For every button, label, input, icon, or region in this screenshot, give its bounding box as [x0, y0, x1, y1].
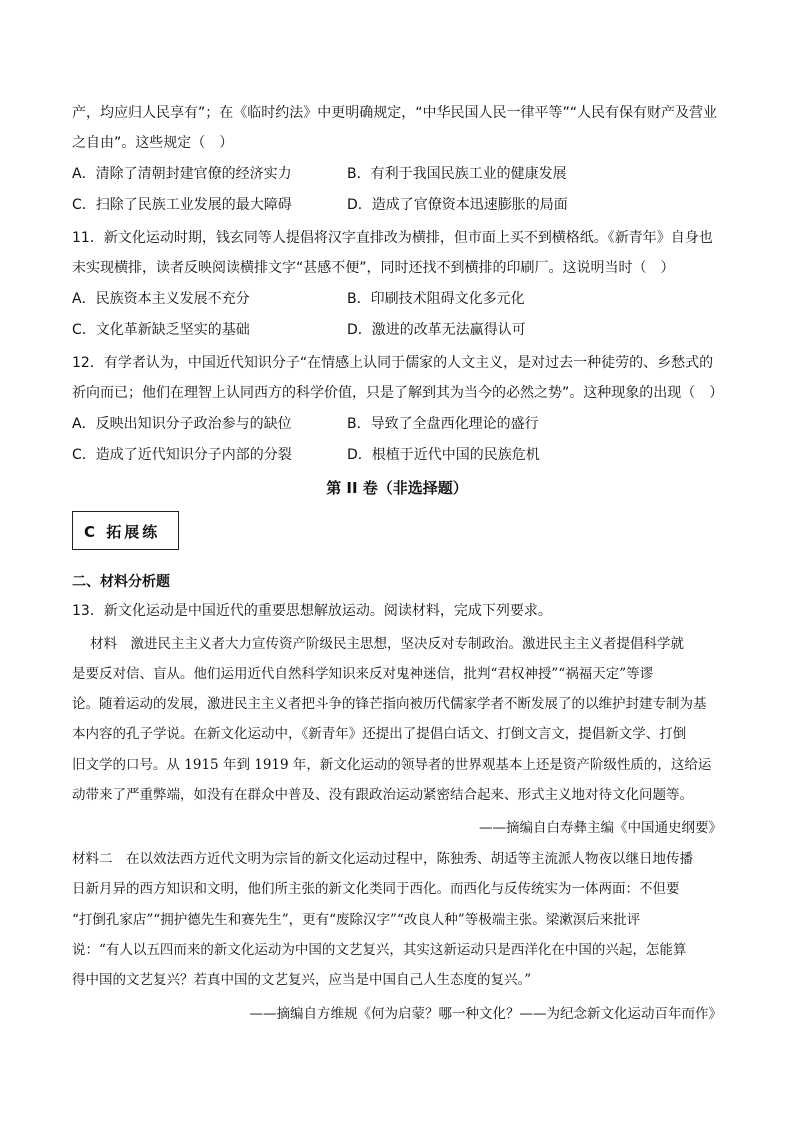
- q10-line-1: 产，均应归人民享有”；在《临时约法》中更明确规定，“中华民国人民一律平等”“人民有保有财产及营业: [72, 105, 718, 121]
- material-1-line-4: 本内容的孔子学说。在新文化运动中，《新青年》还提出了提倡白话文、打倒文言文，提倡新文学、打倒: [72, 726, 687, 742]
- q10-option-a: A．清除了清朝封建官僚的经济实力: [72, 166, 292, 182]
- q12-option-c: C．造成了近代知识分子内部的分裂: [72, 447, 292, 463]
- material-1-line-2: 是要反对信、盲从。他们运用近代自然科学知识来反对鬼神迷信，批判“君权神授”“祸福天定”等谬: [72, 666, 654, 682]
- q11-option-d: D．激进的改革无法赢得认可: [347, 322, 526, 338]
- badge-label: C 拓展练: [84, 523, 161, 541]
- q11-line-1: 11．新文化运动时期，钱玄同等人提倡将汉字直排改为横排，但市面上买不到横格纸。《新青年》自身也: [72, 230, 713, 246]
- q10-option-c: C．扫除了民族工业发展的最大障碍: [72, 197, 292, 213]
- q10-option-b: B．有利于我国民族工业的健康发展: [347, 166, 567, 182]
- extension-practice-badge: [72, 511, 179, 550]
- q12-option-a: A．反映出知识分子政治参与的缺位: [72, 416, 292, 432]
- q12-option-b: B．导致了全盘西化理论的盛行: [347, 416, 539, 432]
- material-2-line-1: 材料二 在以效法西方近代文明为宗旨的新文化运动过程中，陈独秀、胡适等主流派人物夜以继日地传播: [72, 851, 693, 867]
- q11-line-2: 未实现横排，读者反映阅读横排文字“甚感不便”，同时还找不到横排的印刷厂。这说明当时（ ）: [72, 260, 675, 276]
- material-1-line-3: 论。随着运动的发展，激进民主主义者把斗争的锋芒指向被历代儒家学者不断发展了的以维护封建专制为基: [72, 696, 707, 712]
- q10-line-2: 之自由”。这些规定（ ）: [72, 135, 234, 151]
- q12-line-2: 祈向而已；他们在理智上认同西方的科学价值，只是了解到其为当今的必然之势”。这种现象的出现（ ）: [72, 385, 724, 401]
- section-2-heading: 二、材料分析题: [72, 574, 170, 590]
- material-1-line-1: 材料 激进民主主义者大力宣传资产阶级民主思想，坚决反对专制政治。激进民主主义者提倡科学就: [90, 636, 684, 652]
- material-1-source: ——摘编自白寿彝主编《中国通史纲要》: [479, 820, 722, 836]
- material-1-line-5: 旧文学的口号。从 1915 年到 1919 年，新文化运动的领导者的世界观基本上还是资产阶级性质的，这给运: [72, 757, 712, 773]
- material-2-line-4: 说：“有人以五四而来的新文化运动为中国的文艺复兴，其实这新运动只是西洋化在中国的兴起，怎能算: [72, 942, 687, 958]
- q13-intro: 13．新文化运动是中国近代的重要思想解放运动。阅读材料，完成下列要求。: [72, 603, 552, 619]
- material-2-source: ——摘编自方维规《何为启蒙？哪一种文化？——为纪念新文化运动百年而作》: [249, 1006, 722, 1022]
- material-2-line-2: 日新月异的西方知识和文明，他们所主张的新文化类同于西化。而西化与反传统实为一体两面：不但要: [72, 881, 680, 897]
- q11-option-a: A．民族资本主义发展不充分: [72, 291, 250, 307]
- q11-option-c: C．文化革新缺乏坚实的基础: [72, 322, 250, 338]
- q12-option-d: D．根植于近代中国的民族危机: [347, 447, 540, 463]
- part-2-title: 第 II 卷（非选择题）: [326, 479, 468, 497]
- material-2-line-5: 得中国的文艺复兴？若真中国的文艺复兴，应当是中国自己人生态度的复兴。”: [72, 972, 532, 988]
- q12-line-1: 12．有学者认为，中国近代知识分子“在情感上认同于儒家的人文主义，是对过去一种徒劳的、乡愁式的: [72, 355, 714, 371]
- material-2-line-3: “打倒孔家店”“拥护德先生和赛先生”，更有“废除汉字”“改良人种”等极端主张。梁漱溟后来批评: [72, 912, 641, 928]
- q11-option-b: B．印刷技术阻碍文化多元化: [347, 291, 525, 307]
- material-1-line-6: 动带来了严重弊端，如没有在群众中普及、没有跟政治运动紧密结合起来、形式主义地对待文化问题等。: [72, 787, 693, 803]
- q10-option-d: D．造成了官僚资本迅速膨胀的局面: [347, 197, 568, 213]
